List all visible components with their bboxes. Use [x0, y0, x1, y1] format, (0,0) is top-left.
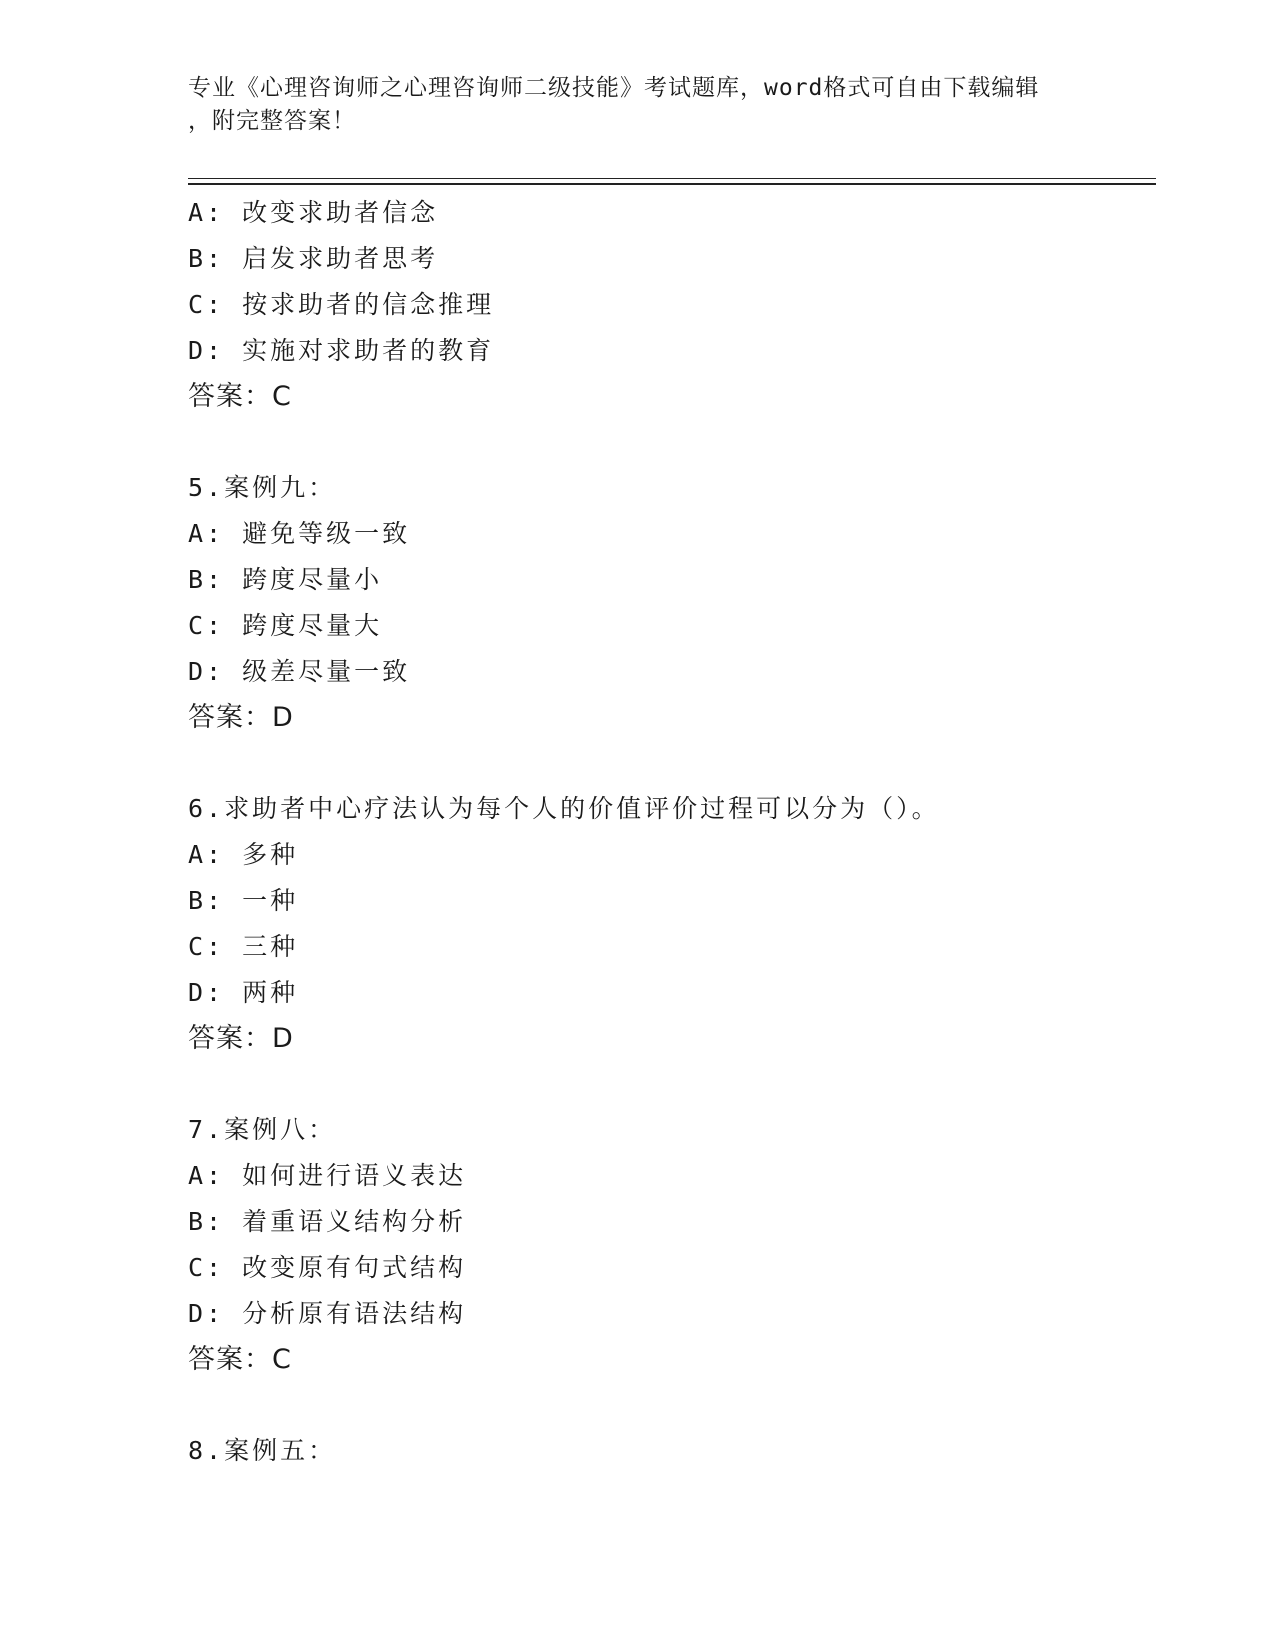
option-b: B: 启发求助者思考: [188, 244, 439, 273]
answer-line: 答案：C: [188, 381, 292, 412]
option-b: B: 一种: [188, 886, 299, 915]
question-block-7: [188, 1107, 1156, 1383]
answer-line: 答案：C: [188, 1344, 292, 1375]
option-c: C: 三种: [188, 932, 299, 961]
header-line-1: 专业《心理咨询师之心理咨询师二级技能》考试题库，word格式可自由下载编辑: [188, 75, 1040, 101]
question-text: 7.案例八：: [188, 1115, 337, 1144]
question-block-8: [188, 1428, 1156, 1474]
option-d: D: 实施对求助者的教育: [188, 336, 495, 365]
answer-line: 答案：D: [188, 702, 294, 733]
option-b: B: 跨度尽量小: [188, 565, 383, 594]
header-divider-thin: [188, 178, 1156, 179]
spacer: [188, 1383, 1156, 1428]
option-c: C: 按求助者的信念推理: [188, 290, 495, 319]
option-d: D: 分析原有语法结构: [188, 1299, 467, 1328]
option-d: D: 两种: [188, 978, 299, 1007]
option-c: C: 改变原有句式结构: [188, 1253, 467, 1282]
document-header: [188, 72, 1088, 138]
question-list: [188, 190, 1156, 1474]
spacer: [188, 741, 1156, 786]
header-line-2: ，附完整答案！: [188, 108, 356, 134]
option-d: D: 级差尽量一致: [188, 657, 411, 686]
question-text: 6.求助者中心疗法认为每个人的价值评价过程可以分为（）。: [188, 794, 940, 823]
option-b: B: 着重语义结构分析: [188, 1207, 467, 1236]
question-text: 8.案例五：: [188, 1436, 337, 1465]
question-block-6: [188, 786, 1156, 1062]
header-divider-thick: [188, 183, 1156, 185]
spacer: [188, 420, 1156, 465]
option-c: C: 跨度尽量大: [188, 611, 383, 640]
option-a: A: 改变求助者信念: [188, 198, 439, 227]
question-text: 5.案例九：: [188, 473, 337, 502]
option-a: A: 避免等级一致: [188, 519, 411, 548]
question-block-5: [188, 465, 1156, 741]
option-a: A: 多种: [188, 840, 299, 869]
spacer: [188, 1062, 1156, 1107]
question-block-4: [188, 190, 1156, 420]
option-a: A: 如何进行语义表达: [188, 1161, 467, 1190]
answer-line: 答案：D: [188, 1023, 294, 1054]
